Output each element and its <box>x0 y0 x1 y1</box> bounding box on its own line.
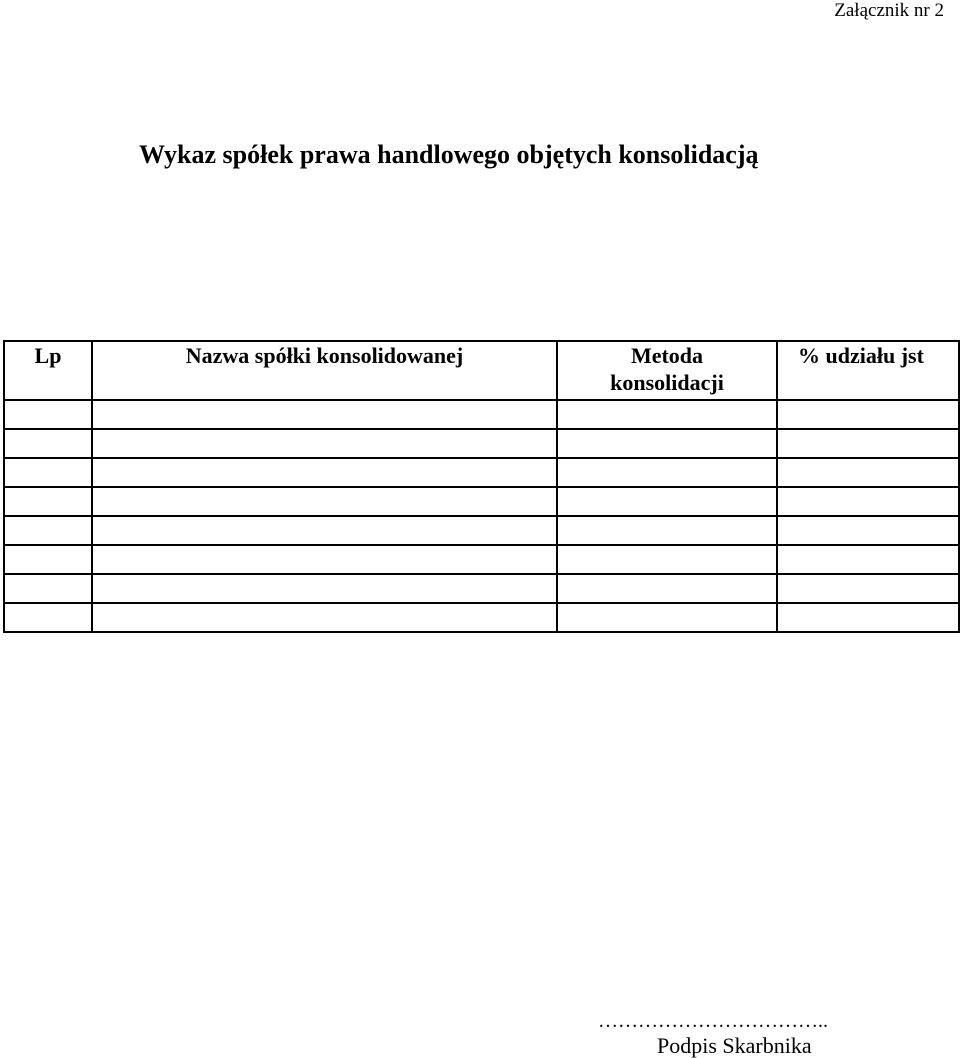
share-cell <box>777 429 959 458</box>
share-cell <box>777 458 959 487</box>
lp-cell <box>4 487 92 516</box>
annex-label: Załącznik nr 2 <box>834 0 944 21</box>
method-cell <box>557 400 777 429</box>
lp-cell <box>4 458 92 487</box>
share-cell <box>777 545 959 574</box>
lp-cell <box>4 603 92 632</box>
header-share-percent-label: % udziału jst <box>798 343 924 368</box>
lp-cell <box>4 429 92 458</box>
header-company-name <box>92 341 557 400</box>
lp-cell <box>4 400 92 429</box>
header-method-line2: konsolidacji <box>610 370 724 395</box>
share-cell <box>777 487 959 516</box>
consolidation-table <box>3 340 960 633</box>
table-row <box>4 545 959 574</box>
method-cell <box>557 487 777 516</box>
company-name-cell <box>92 603 557 632</box>
company-name-cell <box>92 574 557 603</box>
lp-cell <box>4 574 92 603</box>
header-consolidation-method <box>557 341 777 400</box>
signature-line: …………………………….. <box>598 1010 828 1032</box>
method-cell <box>557 603 777 632</box>
method-cell <box>557 574 777 603</box>
method-cell <box>557 545 777 574</box>
table-header-row <box>4 341 959 400</box>
lp-cell <box>4 545 92 574</box>
company-name-cell <box>92 458 557 487</box>
company-name-cell <box>92 429 557 458</box>
table-row <box>4 516 959 545</box>
table-row <box>4 603 959 632</box>
lp-cell <box>4 516 92 545</box>
header-company-name-label: Nazwa spółki konsolidowanej <box>185 343 464 368</box>
table-body <box>4 400 959 632</box>
method-cell <box>557 429 777 458</box>
table-row <box>4 400 959 429</box>
document-title: Wykaz spółek prawa handlowego objętych konsolidacją <box>139 140 759 169</box>
share-cell <box>777 400 959 429</box>
table-row <box>4 487 959 516</box>
header-lp <box>4 341 92 400</box>
company-name-cell <box>92 487 557 516</box>
signature-label: Podpis Skarbnika <box>657 1033 812 1058</box>
table-row <box>4 458 959 487</box>
header-lp-label: Lp <box>34 343 62 368</box>
share-cell <box>777 574 959 603</box>
company-name-cell <box>92 400 557 429</box>
table-row <box>4 574 959 603</box>
company-name-cell <box>92 545 557 574</box>
header-method-line1: Metoda <box>630 343 704 368</box>
share-cell <box>777 516 959 545</box>
header-share-percent <box>777 341 959 400</box>
table-row <box>4 429 959 458</box>
share-cell <box>777 603 959 632</box>
method-cell <box>557 458 777 487</box>
method-cell <box>557 516 777 545</box>
company-name-cell <box>92 516 557 545</box>
